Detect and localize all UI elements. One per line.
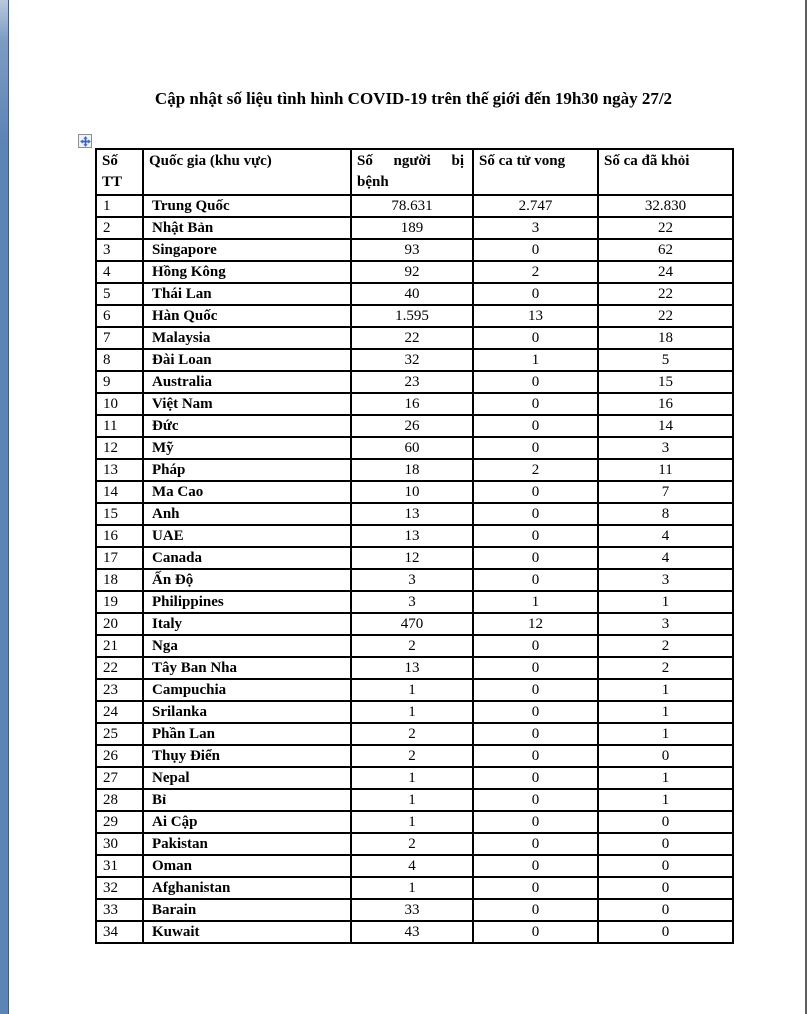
row-number-cell: 7 (96, 327, 143, 349)
table-row (96, 459, 733, 481)
row-number-cell: 8 (96, 349, 143, 371)
cases-cell: 16 (351, 393, 473, 415)
table-row (96, 195, 733, 217)
country-cell: Ấn Độ (143, 569, 351, 591)
table-row (96, 613, 733, 635)
cases-cell: 13 (351, 503, 473, 525)
table-row (96, 305, 733, 327)
country-cell: Barain (143, 899, 351, 921)
country-cell: Ma Cao (143, 481, 351, 503)
table-row (96, 657, 733, 679)
country-cell: Hàn Quốc (143, 305, 351, 327)
country-cell: Bỉ (143, 789, 351, 811)
country-cell: Malaysia (143, 327, 351, 349)
row-number-cell: 33 (96, 899, 143, 921)
table-row (96, 811, 733, 833)
cases-cell: 10 (351, 481, 473, 503)
deaths-cell: 0 (473, 789, 598, 811)
cases-cell: 1 (351, 811, 473, 833)
table-row (96, 921, 733, 943)
recovered-cell: 0 (598, 921, 733, 943)
deaths-cell: 0 (473, 481, 598, 503)
row-number-cell: 31 (96, 855, 143, 877)
deaths-cell: 3 (473, 217, 598, 239)
recovered-cell: 22 (598, 283, 733, 305)
cases-cell: 40 (351, 283, 473, 305)
country-cell: Nga (143, 635, 351, 657)
table-row (96, 415, 733, 437)
country-cell: Việt Nam (143, 393, 351, 415)
cases-cell: 93 (351, 239, 473, 261)
row-number-cell: 29 (96, 811, 143, 833)
table-row (96, 569, 733, 591)
deaths-cell: 0 (473, 657, 598, 679)
cases-cell: 78.631 (351, 195, 473, 217)
table-row (96, 547, 733, 569)
row-number-cell: 22 (96, 657, 143, 679)
deaths-cell: 0 (473, 679, 598, 701)
deaths-cell: 2 (473, 459, 598, 481)
country-cell: Thụy Điển (143, 745, 351, 767)
row-number-cell: 18 (96, 569, 143, 591)
cases-cell: 2 (351, 833, 473, 855)
deaths-cell: 0 (473, 239, 598, 261)
deaths-cell: 13 (473, 305, 598, 327)
table-row (96, 503, 733, 525)
cases-cell: 1 (351, 767, 473, 789)
deaths-cell: 0 (473, 921, 598, 943)
recovered-cell: 1 (598, 701, 733, 723)
row-number-cell: 19 (96, 591, 143, 613)
row-number-cell: 9 (96, 371, 143, 393)
cases-cell: 1.595 (351, 305, 473, 327)
recovered-cell: 18 (598, 327, 733, 349)
recovered-cell: 62 (598, 239, 733, 261)
table-row (96, 261, 733, 283)
row-number-cell: 20 (96, 613, 143, 635)
deaths-cell: 0 (473, 701, 598, 723)
cases-cell: 1 (351, 701, 473, 723)
deaths-cell: 0 (473, 437, 598, 459)
deaths-cell: 12 (473, 613, 598, 635)
deaths-cell: 0 (473, 547, 598, 569)
row-number-cell: 21 (96, 635, 143, 657)
country-cell: Canada (143, 547, 351, 569)
recovered-cell: 32.830 (598, 195, 733, 217)
row-number-cell: 34 (96, 921, 143, 943)
cases-cell: 60 (351, 437, 473, 459)
row-number-cell: 5 (96, 283, 143, 305)
country-cell: Phần Lan (143, 723, 351, 745)
table-row (96, 635, 733, 657)
cases-cell: 13 (351, 525, 473, 547)
country-cell: Afghanistan (143, 877, 351, 899)
deaths-cell: 0 (473, 415, 598, 437)
cases-cell: 1 (351, 877, 473, 899)
recovered-cell: 15 (598, 371, 733, 393)
table-row (96, 591, 733, 613)
recovered-cell: 22 (598, 305, 733, 327)
row-number-cell: 26 (96, 745, 143, 767)
country-cell: Campuchia (143, 679, 351, 701)
deaths-cell: 0 (473, 767, 598, 789)
row-number-cell: 25 (96, 723, 143, 745)
recovered-cell: 1 (598, 767, 733, 789)
recovered-cell: 2 (598, 657, 733, 679)
cases-cell: 3 (351, 569, 473, 591)
country-cell: UAE (143, 525, 351, 547)
table-row (96, 745, 733, 767)
country-cell: Đức (143, 415, 351, 437)
deaths-cell: 0 (473, 877, 598, 899)
recovered-cell: 4 (598, 547, 733, 569)
cases-cell: 26 (351, 415, 473, 437)
recovered-cell: 8 (598, 503, 733, 525)
table-row (96, 371, 733, 393)
row-number-cell: 13 (96, 459, 143, 481)
deaths-cell: 0 (473, 855, 598, 877)
country-cell: Mỹ (143, 437, 351, 459)
cases-cell: 18 (351, 459, 473, 481)
covid-stats-table (95, 148, 734, 944)
country-cell: Kuwait (143, 921, 351, 943)
cases-cell: 1 (351, 679, 473, 701)
recovered-cell: 3 (598, 613, 733, 635)
recovered-cell: 16 (598, 393, 733, 415)
table-row (96, 899, 733, 921)
table-row (96, 239, 733, 261)
table-row (96, 855, 733, 877)
recovered-cell: 3 (598, 569, 733, 591)
deaths-cell: 0 (473, 899, 598, 921)
table-row (96, 877, 733, 899)
deaths-cell: 0 (473, 569, 598, 591)
deaths-cell: 1 (473, 349, 598, 371)
deaths-cell: 0 (473, 327, 598, 349)
table-row (96, 767, 733, 789)
country-cell: Australia (143, 371, 351, 393)
recovered-cell: 3 (598, 437, 733, 459)
table-row (96, 349, 733, 371)
recovered-cell: 1 (598, 679, 733, 701)
header-recovered: Số ca đã khỏi (598, 149, 733, 195)
row-number-cell: 23 (96, 679, 143, 701)
recovered-cell: 1 (598, 591, 733, 613)
row-number-cell: 3 (96, 239, 143, 261)
table-row (96, 393, 733, 415)
country-cell: Thái Lan (143, 283, 351, 305)
header-country: Quốc gia (khu vực) (143, 149, 351, 195)
row-number-cell: 28 (96, 789, 143, 811)
header-cases: Số người bị bệnh (351, 149, 473, 195)
table-row (96, 525, 733, 547)
row-number-cell: 32 (96, 877, 143, 899)
country-cell: Tây Ban Nha (143, 657, 351, 679)
row-number-cell: 6 (96, 305, 143, 327)
row-number-cell: 30 (96, 833, 143, 855)
cases-cell: 1 (351, 789, 473, 811)
cases-cell: 33 (351, 899, 473, 921)
deaths-cell: 1 (473, 591, 598, 613)
page-left-edge-bar (0, 0, 9, 1014)
recovered-cell: 0 (598, 877, 733, 899)
table-row (96, 701, 733, 723)
cases-cell: 92 (351, 261, 473, 283)
deaths-cell: 0 (473, 371, 598, 393)
deaths-cell: 0 (473, 745, 598, 767)
country-cell: Ai Cập (143, 811, 351, 833)
recovered-cell: 1 (598, 789, 733, 811)
recovered-cell: 11 (598, 459, 733, 481)
country-cell: Singapore (143, 239, 351, 261)
row-number-cell: 10 (96, 393, 143, 415)
deaths-cell: 0 (473, 503, 598, 525)
deaths-cell: 0 (473, 393, 598, 415)
row-number-cell: 4 (96, 261, 143, 283)
row-number-cell: 16 (96, 525, 143, 547)
cases-cell: 470 (351, 613, 473, 635)
row-number-cell: 15 (96, 503, 143, 525)
recovered-cell: 0 (598, 899, 733, 921)
country-cell: Đài Loan (143, 349, 351, 371)
row-number-cell: 12 (96, 437, 143, 459)
cases-cell: 22 (351, 327, 473, 349)
header-stt: Số TT (96, 149, 143, 195)
header-deaths: Số ca tử vong (473, 149, 598, 195)
recovered-cell: 2 (598, 635, 733, 657)
cases-cell: 189 (351, 217, 473, 239)
country-cell: Hồng Kông (143, 261, 351, 283)
table-row (96, 833, 733, 855)
cases-cell: 4 (351, 855, 473, 877)
cases-cell: 43 (351, 921, 473, 943)
table-row (96, 789, 733, 811)
country-cell: Oman (143, 855, 351, 877)
country-cell: Nhật Bản (143, 217, 351, 239)
row-number-cell: 14 (96, 481, 143, 503)
document-title: Cập nhật số liệu tình hình COVID-19 trên thế giới đến 19h30 ngày 27/2 (154, 89, 673, 108)
table-row (96, 723, 733, 745)
deaths-cell: 0 (473, 811, 598, 833)
cases-cell: 3 (351, 591, 473, 613)
recovered-cell: 0 (598, 745, 733, 767)
country-cell: Pháp (143, 459, 351, 481)
table-row (96, 327, 733, 349)
table-row (96, 283, 733, 305)
cases-cell: 12 (351, 547, 473, 569)
page-right-edge-line (805, 0, 807, 1014)
table-move-handle[interactable] (78, 134, 92, 148)
recovered-cell: 22 (598, 217, 733, 239)
country-cell: Italy (143, 613, 351, 635)
cases-cell: 2 (351, 745, 473, 767)
cases-cell: 13 (351, 657, 473, 679)
cases-cell: 23 (351, 371, 473, 393)
cases-cell: 32 (351, 349, 473, 371)
deaths-cell: 0 (473, 723, 598, 745)
country-cell: Srilanka (143, 701, 351, 723)
country-cell: Nepal (143, 767, 351, 789)
recovered-cell: 24 (598, 261, 733, 283)
recovered-cell: 14 (598, 415, 733, 437)
deaths-cell: 0 (473, 833, 598, 855)
recovered-cell: 1 (598, 723, 733, 745)
move-cross-icon (80, 136, 91, 147)
table-row (96, 481, 733, 503)
row-number-cell: 1 (96, 195, 143, 217)
country-cell: Anh (143, 503, 351, 525)
recovered-cell: 5 (598, 349, 733, 371)
country-cell: Trung Quốc (143, 195, 351, 217)
deaths-cell: 0 (473, 525, 598, 547)
row-number-cell: 24 (96, 701, 143, 723)
recovered-cell: 0 (598, 855, 733, 877)
deaths-cell: 0 (473, 635, 598, 657)
deaths-cell: 2 (473, 261, 598, 283)
country-cell: Pakistan (143, 833, 351, 855)
recovered-cell: 0 (598, 833, 733, 855)
row-number-cell: 27 (96, 767, 143, 789)
recovered-cell: 4 (598, 525, 733, 547)
cases-cell: 2 (351, 635, 473, 657)
table-row (96, 679, 733, 701)
header-row (96, 149, 733, 195)
row-number-cell: 2 (96, 217, 143, 239)
row-number-cell: 17 (96, 547, 143, 569)
table-body (96, 195, 733, 943)
deaths-cell: 2.747 (473, 195, 598, 217)
country-cell: Philippines (143, 591, 351, 613)
cases-cell: 2 (351, 723, 473, 745)
table-row (96, 437, 733, 459)
deaths-cell: 0 (473, 283, 598, 305)
table-row (96, 217, 733, 239)
recovered-cell: 7 (598, 481, 733, 503)
table-header (96, 149, 733, 195)
recovered-cell: 0 (598, 811, 733, 833)
row-number-cell: 11 (96, 415, 143, 437)
